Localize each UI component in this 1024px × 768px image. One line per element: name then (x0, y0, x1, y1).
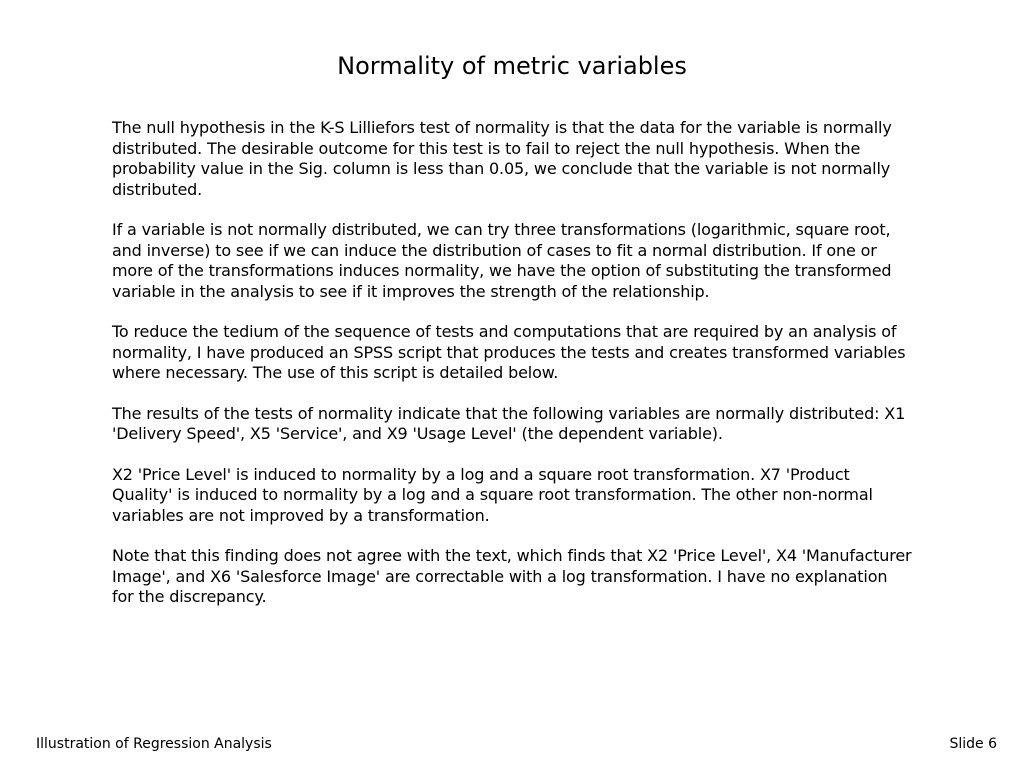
footer-slide-number (949, 735, 997, 753)
slide-number: 6 (988, 736, 997, 752)
paragraph-normal-variables: The results of the tests of normality indicate that the following variables are normally distributed: X1 'Delivery Speed', X5 'Service', and X9 'Usage Level' (the dependent variable). (112, 403, 906, 443)
paragraph-induced-normality: X2 'Price Level' is induced to normality by a log and a square root transformation. X7 'Product Quality' is induced to normality by a log and a square root transformation. The other non-normal variables are not improved by a transformation. (112, 464, 873, 525)
paragraph-transformations: If a variable is not normally distributed, we can try three transformations (logarithmic, square root, and inverse) to see if we can induce the distribution of cases to fit a normal distribution. If one or more of the transformations induces normality, we have the option of substituting the transformed variable in the analysis to see if it improves the strength of the relationship. (112, 220, 892, 301)
paragraph-spss-script: To reduce the tedium of the sequence of tests and computations that are required by an analysis of normality, I have produced an SPSS script that produces the tests and creates transformed variables where necessary. The use of this script is detailed below. (112, 322, 906, 382)
slide-body (112, 118, 912, 628)
slide-title: Normality of metric variables (337, 52, 687, 80)
paragraph-discrepancy-note: Note that this finding does not agree with the text, which finds that X2 'Price Level', X4 'Manufacturer Image', and X6 'Salesforce Image' are correctable with a log transformation. I have no explanation for the discrepancy. (112, 546, 912, 606)
slide-label: Slide (949, 736, 984, 752)
paragraph-ks-test: The null hypothesis in the K-S Lilliefors test of normality is that the data for the variable is normally distributed. The desirable outcome for this test is to fail to reject the null hypothesis. When the probability value in the Sig. column is less than 0.05, we conclude that the variable is not normally distributed. (112, 118, 892, 199)
footer-presentation-title: Illustration of Regression Analysis (36, 736, 272, 752)
